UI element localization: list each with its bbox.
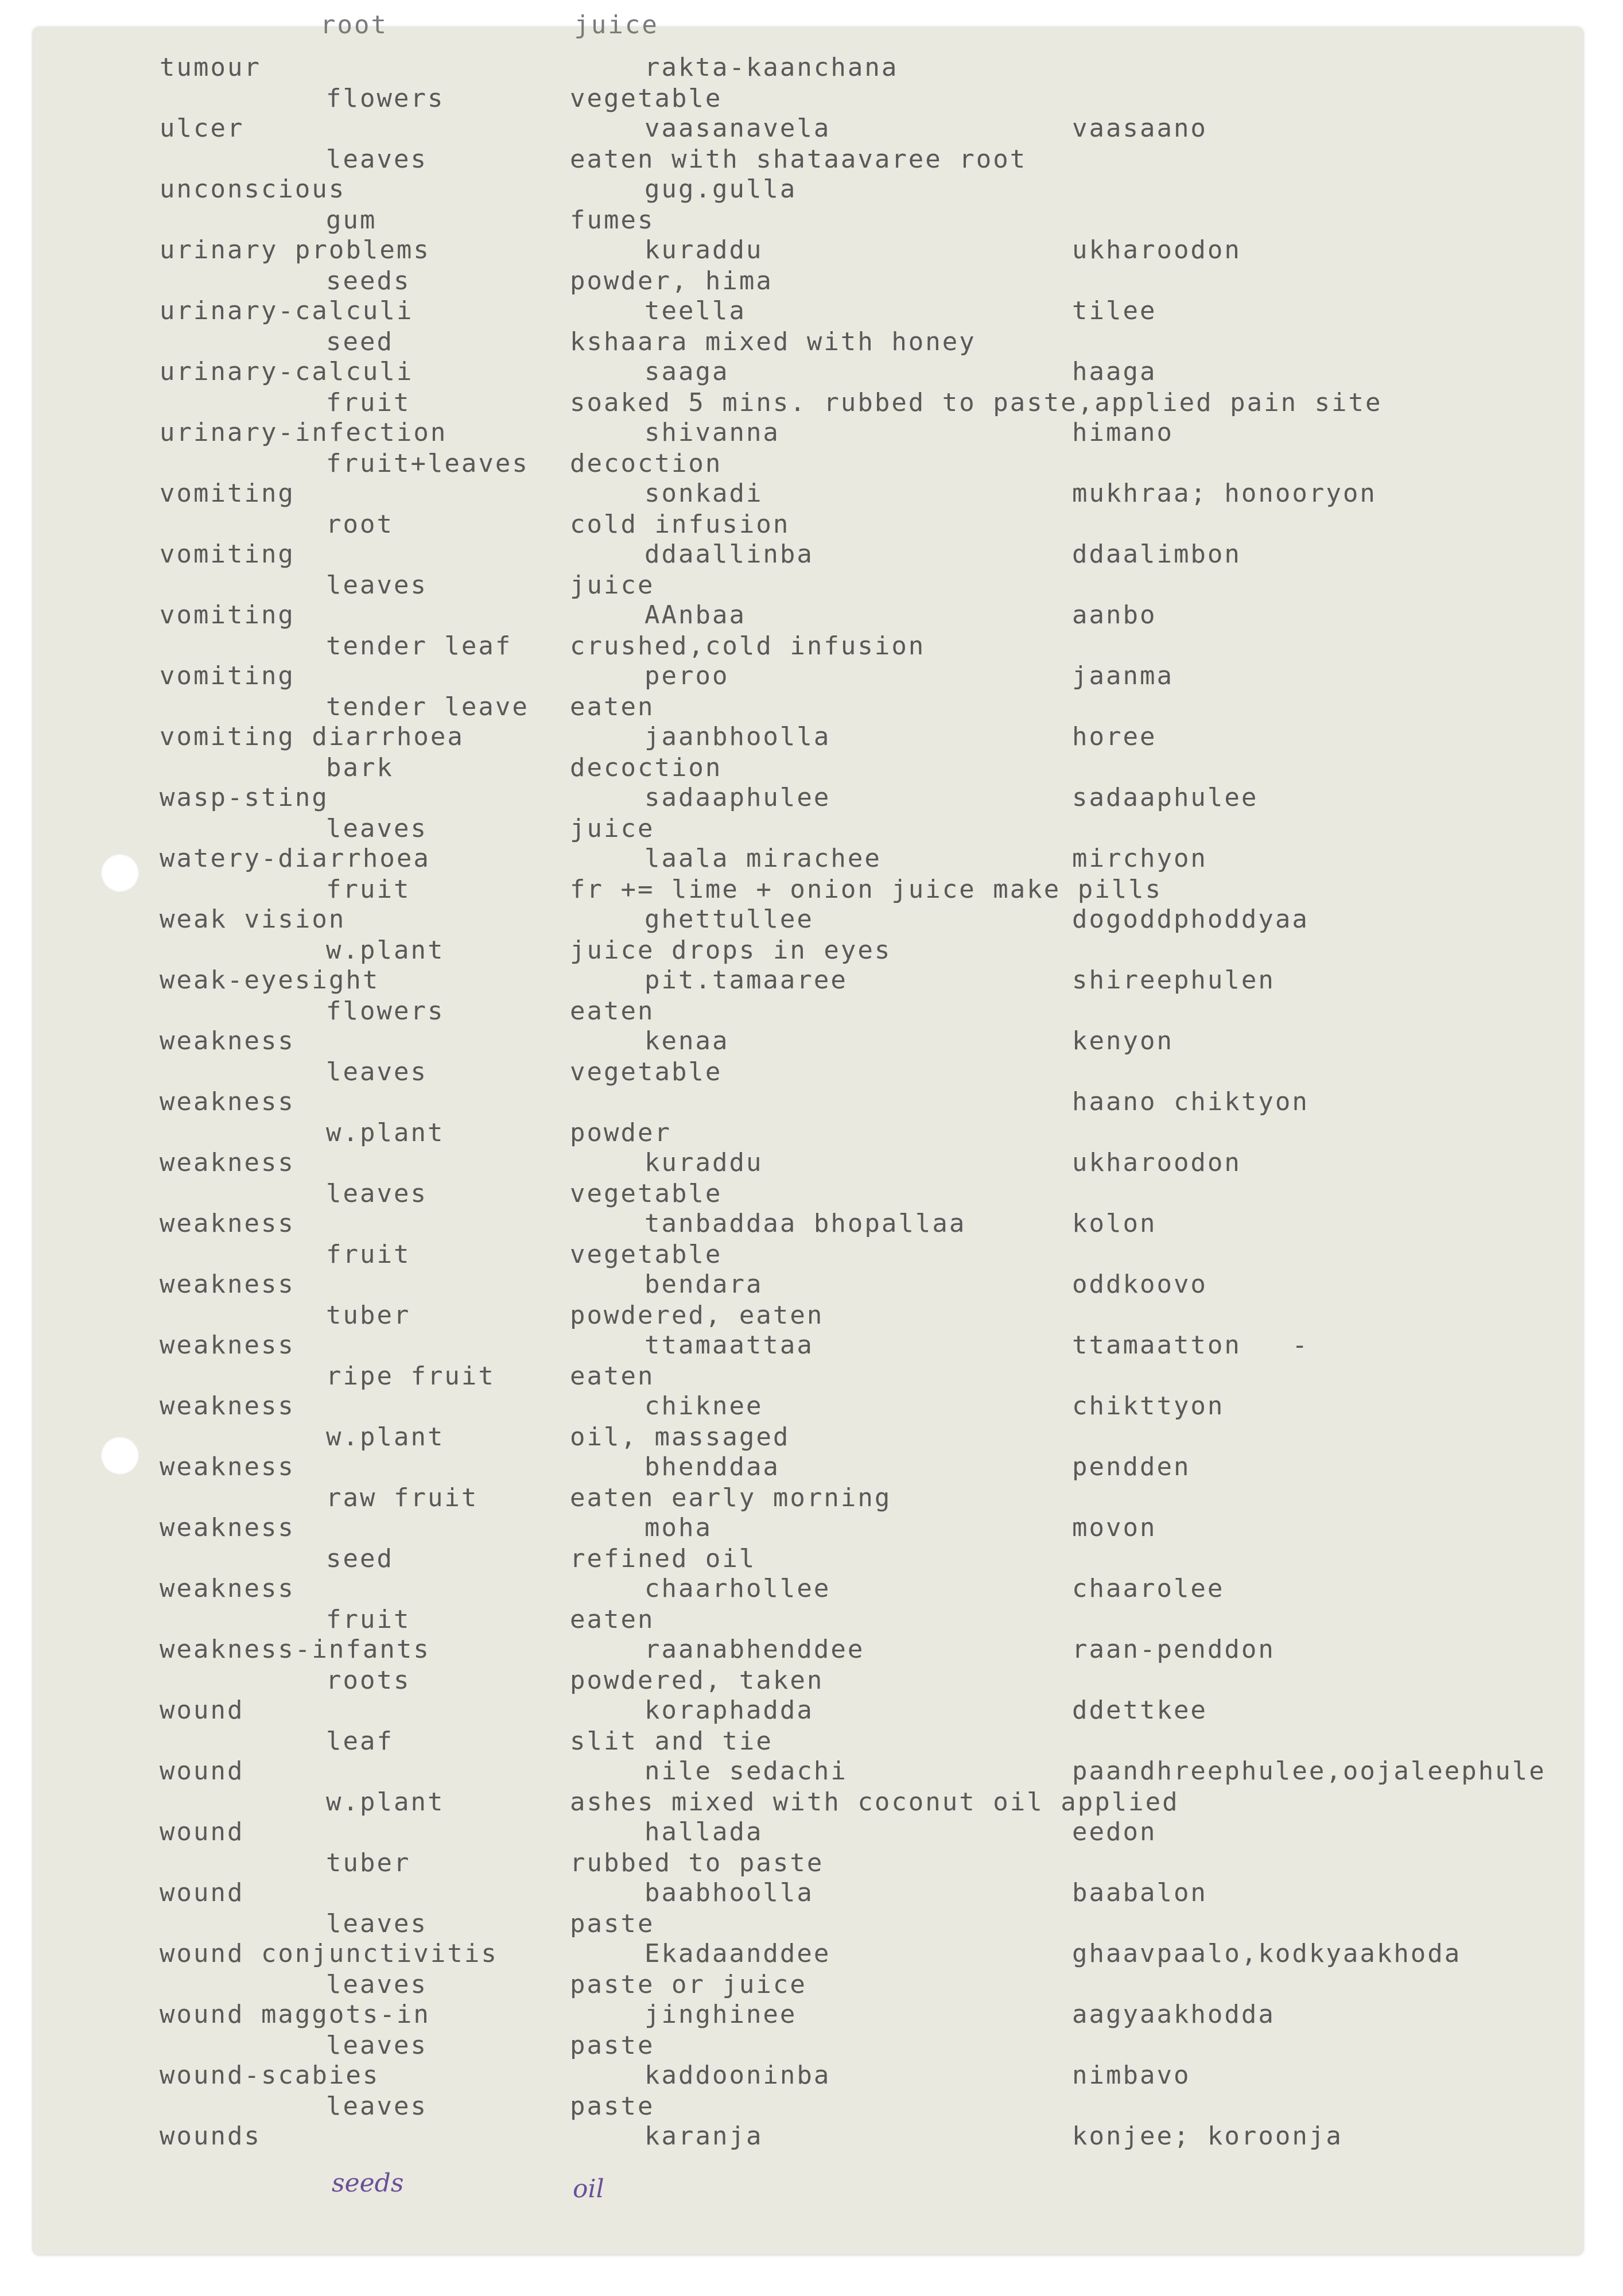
condition-text: wound maggots-in (160, 2000, 430, 2029)
usage-text: powder, hima (570, 266, 773, 296)
usage-text: eaten (570, 692, 655, 722)
local-name-text: movon (1072, 1513, 1157, 1542)
usage-text: soaked 5 mins. rubbed to paste,applied pain site (570, 388, 1383, 417)
plant-part-text: fruit (326, 388, 411, 417)
condition-text: weakness (160, 1452, 295, 1481)
plant-name-text: kuraddu (644, 1148, 763, 1177)
local-name-text: ttamaatton - (1072, 1331, 1309, 1360)
plant-part-text: fruit (326, 1240, 411, 1269)
usage-text: vegetable (570, 1179, 723, 1208)
plant-part-text: w.plant (326, 936, 445, 965)
plant-name-text: raanabhenddee (644, 1635, 865, 1664)
local-name-text: oddkoovo (1072, 1270, 1207, 1299)
local-name-text: horee (1072, 722, 1157, 751)
plant-part-text: seed (326, 327, 394, 356)
local-name-text: chaarolee (1072, 1574, 1225, 1603)
plant-name-text: kenaa (644, 1026, 729, 1056)
plant-part-text: roots (326, 1666, 411, 1695)
plant-name-text: ttamaattaa (644, 1331, 814, 1360)
condition-text: weakness (160, 1513, 295, 1542)
plant-name-text: jinghinee (644, 2000, 797, 2029)
usage-text: eaten (570, 1605, 655, 1634)
condition-text: vomiting (160, 479, 295, 508)
condition-text: weak vision (160, 905, 346, 934)
condition-text: vomiting (160, 600, 295, 630)
plant-name-text: shivanna (644, 418, 780, 447)
condition-text: unconscious (160, 174, 346, 204)
plant-part-text: tender leave (326, 692, 529, 722)
local-name-text: aanbo (1072, 600, 1157, 630)
condition-text: ulcer (160, 114, 244, 143)
usage-text: decoction (570, 449, 723, 478)
usage-text: paste (570, 2031, 655, 2060)
plant-part-text: leaves (326, 145, 428, 174)
usage-text: eaten (570, 996, 655, 1026)
plant-part-text: leaves (326, 571, 428, 600)
plant-name-text: teella (644, 296, 746, 325)
plant-part-text: flowers (326, 84, 445, 113)
condition-text: urinary-calculi (160, 296, 414, 325)
plant-name-text: rakta-kaanchana (644, 53, 899, 82)
plant-part-text: leaves (326, 1909, 428, 1938)
local-name-text: himano (1072, 418, 1174, 447)
plant-name-text: chaarhollee (644, 1574, 831, 1603)
usage-text: eaten early morning (570, 1483, 892, 1512)
condition-text: weakness (160, 1148, 295, 1177)
local-name-text: vaasaano (1072, 114, 1207, 143)
condition-text: wound (160, 1756, 244, 1786)
local-name-text: shireephulen (1072, 965, 1275, 995)
condition-text: weakness (160, 1331, 295, 1360)
usage-text: juice (570, 814, 655, 843)
usage-text: paste (570, 2092, 655, 2121)
local-name-text: raan-penddon (1072, 1635, 1275, 1664)
plant-name-text: tanbaddaa bhopallaa (644, 1209, 966, 1238)
condition-text: weakness (160, 1209, 295, 1238)
handwritten-use: oil (573, 2174, 604, 2204)
usage-text: powdered, taken (570, 1666, 824, 1695)
plant-name-text: moha (644, 1513, 712, 1542)
plant-name-text: AAnbaa (644, 600, 746, 630)
plant-part-text: leaves (326, 2092, 428, 2121)
plant-name-text: nile sedachi (644, 1756, 848, 1786)
plant-name-text: pit.tamaaree (644, 965, 848, 995)
local-name-text: sadaaphulee (1072, 783, 1259, 812)
usage-text: rubbed to paste (570, 1848, 824, 1878)
local-name-text: nimbavo (1072, 2061, 1191, 2090)
condition-text: weakness (160, 1574, 295, 1603)
punch-hole (101, 854, 139, 892)
handwritten-part: seeds (332, 2169, 404, 2198)
plant-name-text: gug.gulla (644, 174, 797, 204)
plant-name-text: bendara (644, 1270, 763, 1299)
condition-text: wound (160, 1817, 244, 1847)
usage-text: vegetable (570, 1057, 723, 1087)
plant-name-text: karanja (644, 2122, 763, 2151)
local-name-text: paandhreephulee,oojaleephule (1072, 1756, 1546, 1786)
plant-part-text: tuber (326, 1301, 411, 1330)
plant-part-text: flowers (326, 996, 445, 1026)
local-name-text: dogoddphoddyaa (1072, 905, 1309, 934)
local-name-text: pendden (1072, 1452, 1191, 1481)
local-name-text: ghaavpaalo,kodkyaakhoda (1072, 1939, 1462, 1968)
plant-name-text: hallada (644, 1817, 763, 1847)
usage-text: eaten (570, 1362, 655, 1391)
condition-text: urinary-infection (160, 418, 448, 447)
condition-text: vomiting (160, 661, 295, 691)
condition-text: urinary problems (160, 235, 430, 265)
local-name-text: mirchyon (1072, 844, 1207, 873)
usage-text: fumes (570, 205, 655, 235)
usage-text: decoction (570, 753, 723, 782)
condition-text: urinary-calculi (160, 357, 414, 386)
condition-text: watery-diarrhoea (160, 844, 430, 873)
condition-text: wounds (160, 2122, 261, 2151)
local-name-text: konjee; koroonja (1072, 2122, 1343, 2151)
condition-text: weakness (160, 1087, 295, 1116)
local-name-text: jaanma (1072, 661, 1174, 691)
usage-text: slit and tie (570, 1727, 773, 1756)
local-name-text: baabalon (1072, 1878, 1207, 1907)
condition-text: vomiting diarrhoea (160, 722, 464, 751)
plant-name-text: chiknee (644, 1391, 763, 1421)
plant-part-text: w.plant (326, 1787, 445, 1817)
plant-name-text: ghettullee (644, 905, 814, 934)
condition-text: wound (160, 1878, 244, 1907)
condition-text: weakness (160, 1270, 295, 1299)
plant-part-text: seeds (326, 266, 411, 296)
local-name-text: ukharoodon (1072, 1148, 1241, 1177)
usage-text: crushed,cold infusion (570, 631, 926, 661)
plant-part-text: fruit+leaves (326, 449, 529, 478)
condition-text: weak-eyesight (160, 965, 380, 995)
plant-name-text: laala mirachee (644, 844, 882, 873)
plant-part-text: fruit (326, 1605, 411, 1634)
cut-off-top-line: root juice (320, 10, 659, 40)
plant-part-text: gum (326, 205, 377, 235)
plant-part-text: ripe fruit (326, 1362, 495, 1391)
usage-text: juice (570, 571, 655, 600)
plant-name-text: Ekadaanddee (644, 1939, 831, 1968)
plant-part-text: tuber (326, 1848, 411, 1878)
usage-text: eaten with shataavaree root (570, 145, 1027, 174)
plant-name-text: ddaallinba (644, 540, 814, 569)
local-name-text: ddettkee (1072, 1696, 1207, 1725)
usage-text: fr += lime + onion juice make pills (570, 875, 1163, 904)
condition-text: tumour (160, 53, 261, 82)
local-name-text: ukharoodon (1072, 235, 1241, 265)
condition-text: wound-scabies (160, 2061, 380, 2090)
plant-name-text: bhenddaa (644, 1452, 780, 1481)
plant-part-text: leaves (326, 1970, 428, 1999)
plant-part-text: leaf (326, 1727, 394, 1756)
plant-part-text: w.plant (326, 1422, 445, 1452)
condition-text: weakness (160, 1391, 295, 1421)
usage-text: cold infusion (570, 510, 790, 539)
usage-text: powdered, eaten (570, 1301, 824, 1330)
local-name-text: kolon (1072, 1209, 1157, 1238)
usage-text: ashes mixed with coconut oil applied (570, 1787, 1179, 1817)
plant-name-text: jaanbhoolla (644, 722, 831, 751)
plant-part-text: leaves (326, 1179, 428, 1208)
local-name-text: kenyon (1072, 1026, 1174, 1056)
usage-text: vegetable (570, 84, 723, 113)
condition-text: vomiting (160, 540, 295, 569)
usage-text: oil, massaged (570, 1422, 790, 1452)
plant-name-text: peroo (644, 661, 729, 691)
condition-text: weakness-infants (160, 1635, 430, 1664)
plant-part-text: w.plant (326, 1118, 445, 1147)
plant-part-text: tender leaf (326, 631, 512, 661)
plant-name-text: kuraddu (644, 235, 763, 265)
usage-text: refined oil (570, 1544, 756, 1573)
plant-name-text: baabhoolla (644, 1878, 814, 1907)
local-name-text: haaga (1072, 357, 1157, 386)
plant-part-text: leaves (326, 1057, 428, 1087)
plant-name-text: kaddooninba (644, 2061, 831, 2090)
usage-text: powder (570, 1118, 671, 1147)
usage-text: paste or juice (570, 1970, 807, 1999)
plant-name-text: sonkadi (644, 479, 763, 508)
plant-part-text: bark (326, 753, 394, 782)
plant-name-text: saaga (644, 357, 729, 386)
usage-text: vegetable (570, 1240, 723, 1269)
typed-page (33, 10, 1583, 2255)
local-name-text: tilee (1072, 296, 1157, 325)
local-name-text: aagyaakhodda (1072, 2000, 1275, 2029)
plant-name-text: sadaaphulee (644, 783, 831, 812)
plant-part-text: raw fruit (326, 1483, 479, 1512)
local-name-text: ddaalimbon (1072, 540, 1241, 569)
condition-text: weakness (160, 1026, 295, 1056)
local-name-text: eedon (1072, 1817, 1157, 1847)
plant-part-text: fruit (326, 875, 411, 904)
local-name-text: haano chiktyon (1072, 1087, 1309, 1116)
condition-text: wound conjunctivitis (160, 1939, 498, 1968)
condition-text: wasp-sting (160, 783, 329, 812)
condition-text: wound (160, 1696, 244, 1725)
local-name-text: chikttyon (1072, 1391, 1225, 1421)
usage-text: kshaara mixed with honey (570, 327, 976, 356)
plant-name-text: koraphadda (644, 1696, 814, 1725)
punch-hole (101, 1437, 139, 1475)
plant-part-text: leaves (326, 814, 428, 843)
local-name-text: mukhraa; honooryon (1072, 479, 1377, 508)
plant-part-text: seed (326, 1544, 394, 1573)
plant-name-text: vaasanavela (644, 114, 831, 143)
usage-text: paste (570, 1909, 655, 1938)
plant-part-text: leaves (326, 2031, 428, 2060)
plant-part-text: root (326, 510, 394, 539)
usage-text: juice drops in eyes (570, 936, 892, 965)
